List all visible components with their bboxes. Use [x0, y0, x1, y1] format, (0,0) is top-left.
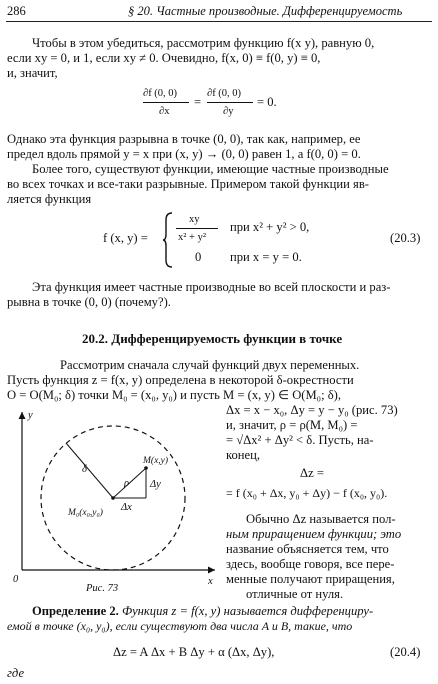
fig-delta-label: δ — [82, 464, 87, 475]
para5-line: отличные от нуля. — [246, 587, 344, 601]
definition-text-1: Функция z = f(x, y) называется дифференциру- — [121, 604, 374, 618]
fig-point-m-label: M(x,y) — [143, 456, 169, 466]
piece-denominator: x² + y² — [178, 232, 206, 243]
para4-right-line: конец, — [226, 448, 260, 462]
equation-20-4: Δz = A Δx + B Δy + α (Δx, Δy), — [113, 645, 275, 659]
fig-rho-label: ρ — [124, 478, 130, 489]
para2-line: предел вдоль прямой y = x при (x, y) → (0, 0) равен 1, а f(0, 0) = 0. — [7, 147, 361, 161]
equation-partials — [143, 86, 303, 122]
para5-line: здесь, вообще говоря, все пере- — [226, 557, 395, 571]
piece-numerator: xy — [189, 214, 200, 225]
equation-number-20-4: (20.4) — [390, 645, 421, 659]
para5-line: ным приращением функции; это — [226, 527, 402, 541]
piece-value-2: 0 — [195, 250, 202, 264]
frac2-denominator: ∂y — [223, 106, 234, 117]
para3-line: рывна в точке (0, 0) (почему?). — [7, 295, 171, 309]
equation-20-3 — [0, 210, 438, 270]
section-heading: 20.2. Дифференцируемость функции в точке — [82, 331, 343, 346]
definition-text-2: емой в точке (x₀, y₀), если существуют два числа A и B, такие, что — [7, 619, 353, 633]
para5-line: название объясняется тем, что — [226, 542, 389, 556]
para4-line: Пусть функция z = f(x, y) определена в некоторой δ-окрестности — [7, 373, 354, 387]
fig-y-label: y — [28, 410, 33, 421]
fig-point-m0-label: M₀(x₀,y₀) — [68, 508, 103, 518]
left-brace — [162, 212, 174, 268]
para4-line: Рассмотрим сначала случай функций двух переменных. — [60, 358, 360, 372]
piece-bar — [176, 228, 218, 229]
para2-line: ляется функция — [7, 192, 92, 206]
piece-condition-1: при x² + y² > 0, — [230, 220, 310, 234]
para1-line: и, значит, — [7, 66, 58, 80]
para3-line: Эта функция имеет частные производные во всей плоскости и раз- — [32, 280, 391, 294]
para2-line: Более того, существуют функции, имеющие частные производные — [32, 162, 389, 176]
fig-dy-label: Δy — [150, 479, 161, 490]
para2-line: во всех точках и все-таки разрывные. Примером такой функции яв- — [7, 177, 369, 191]
piecewise-lhs: f (x, y) = — [103, 231, 148, 245]
frac1-bar — [143, 102, 189, 103]
figure-diagram — [0, 400, 225, 585]
equation-tail: = 0. — [257, 95, 277, 109]
dz-equation-line2: = f (x₀ + Δx, y₀ + Δy) − f (x₀, y₀). — [226, 486, 388, 500]
para1-line: если xy = 0, и 1, если xy ≠ 0. Очевидно, f(x, 0) ≡ f(0, y) ≡ 0, — [7, 51, 321, 65]
para5-line: менные получают приращения, — [226, 572, 395, 586]
header-rule — [6, 21, 432, 22]
para4-right-line: и, значит, ρ = ρ(M, M₀) = — [226, 418, 358, 432]
para4-right-line: = √Δx² + Δy² < δ. Пусть, на- — [226, 433, 374, 447]
frac1-numerator: ∂f (0, 0) — [143, 88, 178, 99]
definition-line-1 — [32, 604, 373, 619]
figure-caption: Рис. 73 — [86, 583, 119, 594]
para1-line: Чтобы в этом убедиться, рассмотрим функцию f(x y), равную 0, — [32, 36, 375, 50]
fig-x-label: x — [208, 576, 213, 587]
radius-delta — [66, 443, 113, 498]
para4-line: O = O(M₀; δ) точки M₀ = (x₀, y₀) и пусть M = (x, y) ∈ O(M₀; δ), — [7, 388, 341, 402]
fig-origin-label: 0 — [13, 574, 19, 585]
para5-line: Обычно Δz называется пол- — [246, 512, 396, 526]
running-title: § 20. Частные производные. Дифференцируемость — [128, 4, 403, 18]
definition-label: Определение 2. — [32, 604, 119, 618]
frac2-bar — [207, 102, 253, 103]
para4-right-line: Δx = x − x₀, Δy = y − y₀ (рис. 73) — [226, 403, 398, 417]
dz-equation-line1: Δz = — [300, 466, 324, 480]
segment-rho — [113, 468, 146, 498]
point-m0 — [111, 496, 115, 500]
para2-line: Однако эта функция разрывна в точке (0, 0), так как, например, ее — [7, 132, 361, 146]
frac1-denominator: ∂x — [159, 106, 170, 117]
piece-condition-2: при x = y = 0. — [230, 250, 302, 264]
fig-dx-label: Δx — [121, 502, 132, 513]
frac2-numerator: ∂f (0, 0) — [207, 88, 242, 99]
footer-word: где — [7, 666, 25, 680]
page-number: 286 — [7, 4, 26, 18]
equation-number: (20.3) — [390, 231, 421, 245]
equals-sign: = — [194, 95, 202, 109]
figure-73 — [0, 400, 225, 600]
